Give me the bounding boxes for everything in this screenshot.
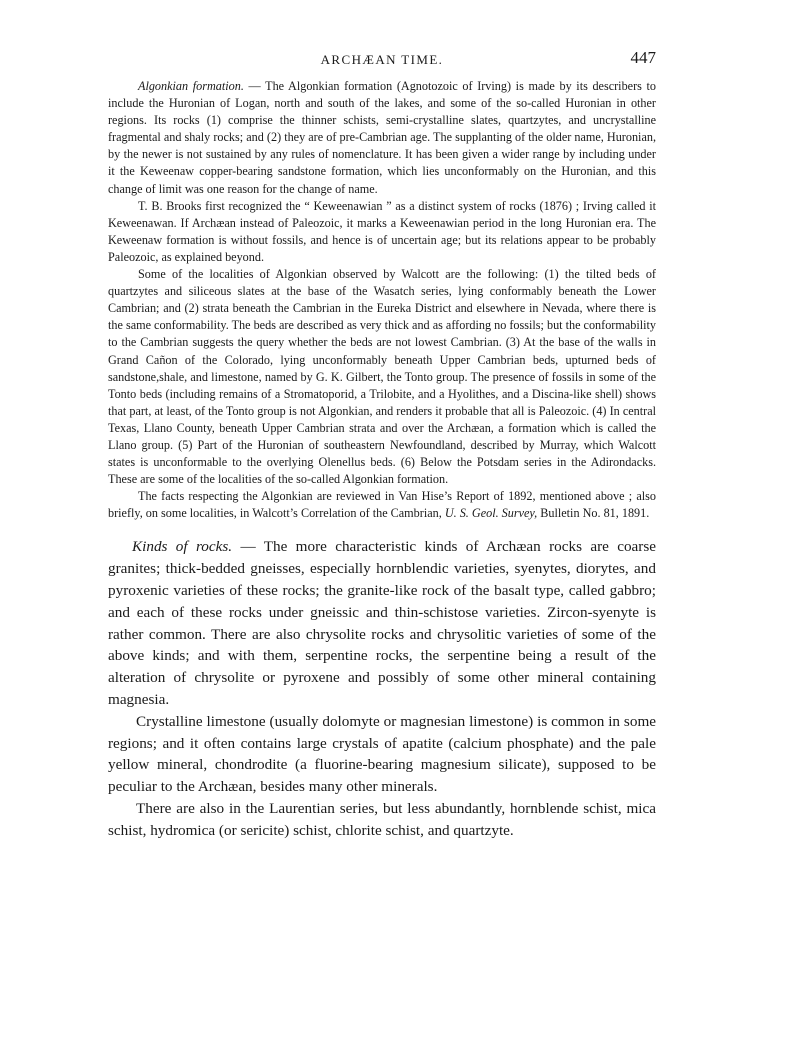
paragraph-text: T. B. Brooks first recognized the “ Keweenawian ” as a distinct system of rocks (1876) ; Irving called it Keweenawan. If Archæan instead of Paleozoic, it marks a Keweenawian period in the long Huronian era. The Keweenaw formation is without fossils, and hence is of uncertain age; but its relations appear to be probably Paleozoic, as explained beyond.: [108, 198, 656, 264]
paragraph-lead: Algonkian formation.: [138, 79, 244, 93]
paragraph-walcott-localities: [108, 266, 656, 488]
paragraph-keweenawian: [108, 198, 656, 266]
paragraph-text: There are also in the Laurentian series, but less abundantly, hornblende schist, mica schist, hydromica (or sericite) schist, chlorite schist, and quartzyte.: [108, 800, 656, 839]
paragraph-text: Crystalline limestone (usually dolomyte or magnesian limestone) is common in some regions; and it often contains large crystals of apatite (calcium phosphate) and the pale yellow mineral, chondrodite (a fluorine-bearing magnesium silicate), supposed to be peculiar to the Archæan, besides many other minerals.: [108, 712, 656, 796]
paragraph-kinds-of-rocks: [108, 536, 656, 710]
page-number: 447: [630, 48, 656, 67]
paragraph-italic-reference: U. S. Geol. Survey,: [444, 506, 538, 521]
small-print-section: [108, 78, 656, 522]
paragraph-laurentian-series: [108, 798, 656, 842]
paragraph-text: Some of the localities of Algonkian observed by Walcott are the following: (1) the tilted beds of quartzytes and siliceous slates at the base of the Wasatch series, lying conformably beneath the Lower Cambrian; and (2) strata beneath the Cambrian in the Eureka District and elsewhere in Nevada, where there is the same conformability. The beds are described as very thick and as affording no fossils; but the conformability to the Cambrian suggests the query whether the beds are not lowest Cambrian. (3) At the base of the walls in Grand Cañon of the Colorado, lying unconformably beneath Upper Cambrian beds, upturned beds of sandstone,shale, and limestone, named by G. K. Gilbert, the Tonto group. The presence of fossils in some of the Tonto beds (including remains of a Stromatoporid, a Trilobite, and a Hyolithes, and a Discina-like shell) shows that part, at least, of the Tonto group is not Algonkian, and renders it probable that all is Paleozoic. (4) In central Texas, Llano County, beneath Upper Cambrian strata and over the Archæan, a formation which is called the Llano group. (5) Part of the Huronian of southeastern Newfoundland, described by Murray, which Walcott states is unconformable to the overlying Olenellus beds. (6) Below the Potsdam series in the Adirondacks. These are some of the localities of the so-called Algonkian formation.: [108, 267, 656, 487]
paragraph-crystalline-limestone: [108, 711, 656, 798]
paragraph-algonkian-formation: [108, 78, 656, 198]
book-page: [108, 44, 656, 842]
paragraph-lead: Kinds of rocks.: [132, 538, 233, 556]
running-title: ARCHÆAN TIME.: [320, 52, 444, 67]
paragraph-text: The facts respecting the Algonkian are reviewed in Van Hise’s Report of 1892, mentioned above ; also briefly, on some localities, in Walcott’s Correlation of the Cambrian,: [108, 489, 656, 521]
paragraph-text: — The more characteristic kinds of Archæan rocks are coarse granites; thick-bedded gneisses, especially hornblendic varieties, syenytes, diorytes, and pyroxenic varieties of these rocks; the granite-like rock of the basalt type, called gabbro; and each of these rocks under gneissic and thin-schistose varieties. Zircon-syenyte is rather common. There are also chrysolite rocks and chrysolitic varieties of some of the above kinds; and with them, serpentine rocks, the serpentine being a result of the alteration of chrysolite or pyroxene and possibly of some other mineral containing magnesia.: [108, 538, 656, 709]
paragraph-references: [108, 488, 656, 522]
main-text-section: [108, 536, 656, 841]
paragraph-text: — The Algonkian formation (Agnotozoic of Irving) is made by its describers to include the Huronian of Logan, north and south of the lakes, and some of the so-called Huronian in other regions. Its rocks (1) comprise the thinner schists, semi-crystalline slates, quartzytes, and uncrystalline fragmental and shaly rocks; and (2) they are of pre-Cambrian age. The supplanting of the older name, Huronian, by the newer is not sustained by any rules of nomenclature. It has been given a wider range by including under it the Keweenaw copper-bearing sandstone formation, which lies unconformably on the Huronian, and this change of limit was one reason for the change of name.: [108, 79, 656, 196]
paragraph-tail: Bulletin No. 81, 1891.: [537, 506, 650, 521]
running-head: [108, 44, 656, 70]
